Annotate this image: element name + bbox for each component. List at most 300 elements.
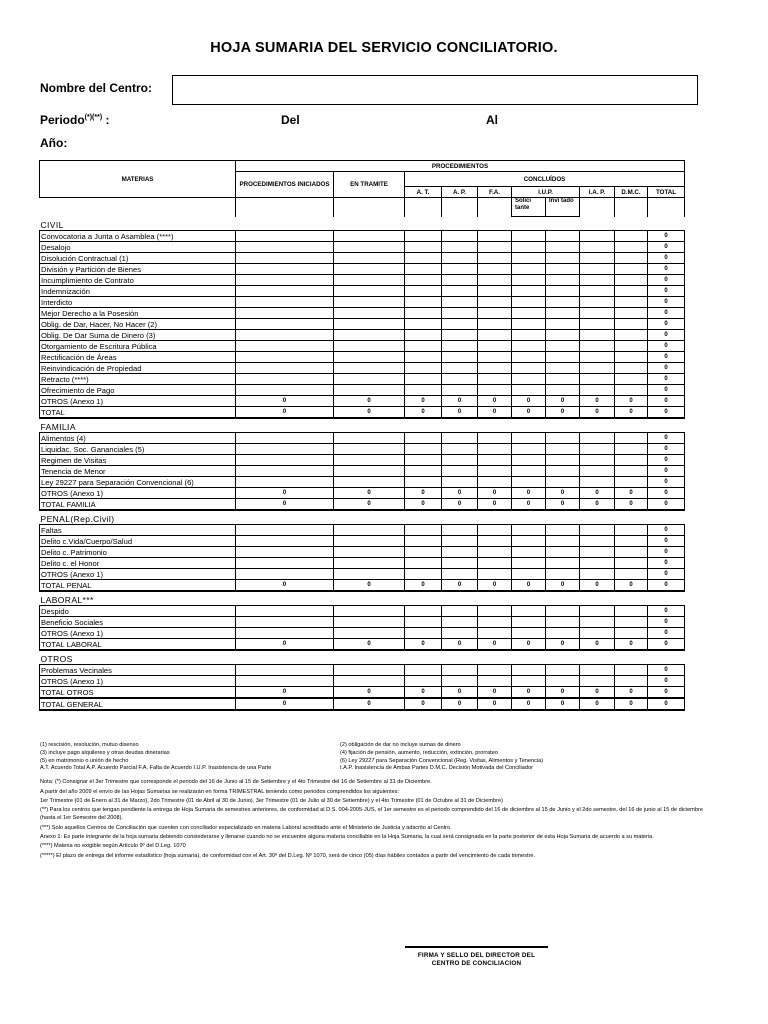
input-cell[interactable] (334, 341, 405, 352)
input-cell[interactable] (478, 433, 512, 444)
table-row (40, 665, 685, 676)
input-cell[interactable] (580, 319, 615, 330)
input-cell[interactable] (478, 330, 512, 341)
input-cell[interactable] (442, 433, 478, 444)
header-fa: F.A. (478, 187, 512, 198)
input-cell[interactable] (236, 297, 334, 308)
input-cell[interactable] (334, 444, 405, 455)
zero-value: 0 (648, 466, 685, 477)
input-cell[interactable] (615, 547, 648, 558)
input-cell[interactable] (442, 231, 478, 242)
input-cell[interactable] (478, 242, 512, 253)
input-cell[interactable] (546, 569, 580, 580)
input-cell[interactable] (442, 617, 478, 628)
input-cell[interactable] (334, 374, 405, 385)
input-cell[interactable] (546, 558, 580, 569)
input-cell[interactable] (478, 665, 512, 676)
input-cell[interactable] (580, 385, 615, 396)
input-cell[interactable] (546, 286, 580, 297)
input-cell[interactable] (405, 264, 442, 275)
input-cell[interactable] (615, 242, 648, 253)
input-cell[interactable] (615, 286, 648, 297)
input-cell[interactable] (442, 676, 478, 687)
input-cell[interactable] (405, 275, 442, 286)
input-cell[interactable] (478, 319, 512, 330)
input-cell[interactable] (236, 444, 334, 455)
input-cell[interactable] (580, 297, 615, 308)
row-label: Rectificación de Áreas (40, 352, 236, 363)
input-cell[interactable] (512, 606, 546, 617)
input-cell[interactable] (334, 242, 405, 253)
input-cell[interactable] (405, 253, 442, 264)
table-row (40, 488, 685, 499)
input-cell[interactable] (405, 628, 442, 639)
input-cell[interactable] (546, 466, 580, 477)
input-cell[interactable] (512, 275, 546, 286)
input-cell[interactable] (442, 606, 478, 617)
input-cell[interactable] (236, 286, 334, 297)
input-cell[interactable] (442, 242, 478, 253)
input-cell[interactable] (236, 264, 334, 275)
input-cell[interactable] (615, 569, 648, 580)
input-cell[interactable] (580, 374, 615, 385)
input-cell[interactable] (405, 352, 442, 363)
input-cell[interactable] (334, 433, 405, 444)
input-cell[interactable] (512, 385, 546, 396)
centro-name-field[interactable] (172, 75, 698, 105)
input-cell[interactable] (236, 466, 334, 477)
input-cell[interactable] (478, 297, 512, 308)
input-cell[interactable] (580, 264, 615, 275)
input-cell[interactable] (580, 665, 615, 676)
input-cell[interactable] (580, 569, 615, 580)
input-cell[interactable] (478, 352, 512, 363)
input-cell[interactable] (615, 676, 648, 687)
input-cell[interactable] (334, 297, 405, 308)
input-cell[interactable] (546, 374, 580, 385)
input-cell[interactable] (546, 628, 580, 639)
input-cell[interactable] (442, 330, 478, 341)
input-cell[interactable] (580, 363, 615, 374)
input-cell[interactable] (615, 477, 648, 488)
input-cell[interactable] (546, 275, 580, 286)
input-cell[interactable] (442, 253, 478, 264)
input-cell[interactable] (478, 308, 512, 319)
input-cell[interactable] (405, 617, 442, 628)
zero-value: 0 (580, 580, 615, 592)
input-cell[interactable] (405, 330, 442, 341)
input-cell[interactable] (334, 330, 405, 341)
input-cell[interactable] (478, 286, 512, 297)
input-cell[interactable] (478, 466, 512, 477)
input-cell[interactable] (442, 363, 478, 374)
input-cell[interactable] (615, 319, 648, 330)
input-cell[interactable] (580, 617, 615, 628)
input-cell[interactable] (512, 558, 546, 569)
input-cell[interactable] (546, 606, 580, 617)
input-cell[interactable] (512, 363, 546, 374)
input-cell[interactable] (512, 525, 546, 536)
input-cell[interactable] (334, 466, 405, 477)
input-cell[interactable] (512, 253, 546, 264)
input-cell[interactable] (334, 231, 405, 242)
input-cell[interactable] (512, 536, 546, 547)
input-cell[interactable] (580, 444, 615, 455)
input-cell[interactable] (615, 308, 648, 319)
input-cell[interactable] (236, 617, 334, 628)
input-cell[interactable] (512, 286, 546, 297)
input-cell[interactable] (580, 477, 615, 488)
input-cell[interactable] (405, 606, 442, 617)
input-cell[interactable] (236, 455, 334, 466)
input-cell[interactable] (442, 286, 478, 297)
input-cell[interactable] (478, 253, 512, 264)
table-row (40, 363, 685, 374)
input-cell[interactable] (478, 569, 512, 580)
zero-value: 0 (648, 698, 685, 710)
input-cell[interactable] (478, 477, 512, 488)
input-cell[interactable] (512, 444, 546, 455)
input-cell[interactable] (512, 477, 546, 488)
input-cell[interactable] (478, 547, 512, 558)
input-cell[interactable] (615, 606, 648, 617)
input-cell[interactable] (236, 231, 334, 242)
input-cell[interactable] (546, 444, 580, 455)
input-cell[interactable] (236, 363, 334, 374)
row-label: Incumplimiento de Contrato (40, 275, 236, 286)
input-cell[interactable] (442, 477, 478, 488)
input-cell[interactable] (580, 253, 615, 264)
zero-value: 0 (478, 687, 512, 699)
signature-line-2: CENTRO DE CONCILIACION (431, 960, 522, 967)
input-cell[interactable] (405, 308, 442, 319)
input-cell[interactable] (615, 275, 648, 286)
input-cell[interactable] (615, 444, 648, 455)
input-cell[interactable] (405, 286, 442, 297)
input-cell[interactable] (478, 264, 512, 275)
input-cell[interactable] (405, 363, 442, 374)
input-cell[interactable] (236, 352, 334, 363)
input-cell[interactable] (236, 308, 334, 319)
zero-value: 0 (648, 547, 685, 558)
input-cell[interactable] (405, 385, 442, 396)
input-cell[interactable] (546, 617, 580, 628)
input-cell[interactable] (442, 374, 478, 385)
input-cell[interactable] (615, 525, 648, 536)
input-cell[interactable] (405, 547, 442, 558)
input-cell[interactable] (405, 569, 442, 580)
input-cell[interactable] (405, 455, 442, 466)
input-cell[interactable] (512, 308, 546, 319)
input-cell[interactable] (546, 319, 580, 330)
input-cell[interactable] (512, 617, 546, 628)
zero-value: 0 (512, 639, 546, 651)
input-cell[interactable] (236, 341, 334, 352)
input-cell[interactable] (580, 547, 615, 558)
input-cell[interactable] (478, 558, 512, 569)
input-cell[interactable] (512, 330, 546, 341)
input-cell[interactable] (546, 525, 580, 536)
input-cell[interactable] (512, 264, 546, 275)
input-cell[interactable] (580, 433, 615, 444)
input-cell[interactable] (334, 275, 405, 286)
input-cell[interactable] (546, 352, 580, 363)
input-cell[interactable] (334, 385, 405, 396)
anio-label: Año: (40, 136, 68, 150)
input-cell[interactable] (442, 264, 478, 275)
input-cell[interactable] (442, 319, 478, 330)
input-cell[interactable] (615, 231, 648, 242)
input-cell[interactable] (478, 444, 512, 455)
input-cell[interactable] (546, 231, 580, 242)
input-cell[interactable] (236, 433, 334, 444)
input-cell[interactable] (405, 433, 442, 444)
input-cell[interactable] (405, 319, 442, 330)
input-cell[interactable] (236, 319, 334, 330)
input-cell[interactable] (442, 385, 478, 396)
input-cell[interactable] (478, 628, 512, 639)
input-cell[interactable] (615, 363, 648, 374)
input-cell[interactable] (580, 308, 615, 319)
input-cell[interactable] (478, 231, 512, 242)
input-cell[interactable] (580, 330, 615, 341)
input-cell[interactable] (478, 341, 512, 352)
input-cell[interactable] (405, 676, 442, 687)
input-cell[interactable] (615, 253, 648, 264)
input-cell[interactable] (442, 444, 478, 455)
input-cell[interactable] (615, 665, 648, 676)
input-cell[interactable] (546, 330, 580, 341)
input-cell[interactable] (236, 253, 334, 264)
input-cell[interactable] (442, 547, 478, 558)
input-cell[interactable] (512, 297, 546, 308)
input-cell[interactable] (580, 525, 615, 536)
input-cell[interactable] (580, 231, 615, 242)
input-cell[interactable] (580, 606, 615, 617)
input-cell[interactable] (580, 286, 615, 297)
input-cell[interactable] (405, 558, 442, 569)
input-cell[interactable] (334, 665, 405, 676)
input-cell[interactable] (478, 275, 512, 286)
input-cell[interactable] (512, 547, 546, 558)
input-cell[interactable] (478, 363, 512, 374)
input-cell[interactable] (546, 547, 580, 558)
input-cell[interactable] (405, 444, 442, 455)
note-trimestres: 1er Trimestre (01 de Enero al 31 de Marzo), 2do Trimestre (01 de Abril al 30 de Junio), 3er Trimestre (01 de Julio al 30 de Setiembre) y el 4to Trimestre (01 de Octubre al 31 de Diciembre) (40, 797, 503, 804)
input-cell[interactable] (580, 455, 615, 466)
input-cell[interactable] (580, 628, 615, 639)
input-cell[interactable] (580, 536, 615, 547)
input-cell[interactable] (236, 385, 334, 396)
input-cell[interactable] (615, 330, 648, 341)
input-cell[interactable] (442, 297, 478, 308)
row-label: Delito c.Vida/Cuerpo/Salud (40, 536, 236, 547)
input-cell[interactable] (236, 525, 334, 536)
input-cell[interactable] (405, 231, 442, 242)
input-cell[interactable] (512, 676, 546, 687)
input-cell[interactable] (405, 525, 442, 536)
input-cell[interactable] (546, 264, 580, 275)
input-cell[interactable] (546, 665, 580, 676)
input-cell[interactable] (615, 385, 648, 396)
input-cell[interactable] (442, 525, 478, 536)
input-cell[interactable] (512, 242, 546, 253)
table-row (40, 352, 685, 363)
input-cell[interactable] (442, 352, 478, 363)
input-cell[interactable] (405, 466, 442, 477)
input-cell[interactable] (405, 477, 442, 488)
zero-value: 0 (334, 407, 405, 419)
input-cell[interactable] (334, 253, 405, 264)
zero-value: 0 (580, 687, 615, 699)
input-cell[interactable] (334, 606, 405, 617)
input-cell[interactable] (615, 558, 648, 569)
input-cell[interactable] (512, 466, 546, 477)
input-cell[interactable] (442, 466, 478, 477)
input-cell[interactable] (236, 275, 334, 286)
input-cell[interactable] (442, 275, 478, 286)
input-cell[interactable] (512, 433, 546, 444)
input-cell[interactable] (478, 385, 512, 396)
input-cell[interactable] (546, 341, 580, 352)
input-cell[interactable] (334, 676, 405, 687)
input-cell[interactable] (580, 341, 615, 352)
input-cell[interactable] (512, 455, 546, 466)
table-row (40, 231, 685, 242)
input-cell[interactable] (334, 455, 405, 466)
input-cell[interactable] (478, 525, 512, 536)
input-cell[interactable] (236, 374, 334, 385)
input-cell[interactable] (405, 374, 442, 385)
table-row (40, 558, 685, 569)
input-cell[interactable] (512, 341, 546, 352)
input-cell[interactable] (442, 569, 478, 580)
zero-value: 0 (546, 396, 580, 407)
input-cell[interactable] (615, 466, 648, 477)
input-cell[interactable] (405, 297, 442, 308)
input-cell[interactable] (236, 628, 334, 639)
input-cell[interactable] (334, 363, 405, 374)
input-cell[interactable] (615, 341, 648, 352)
input-cell[interactable] (580, 242, 615, 253)
row-label: TOTAL LABORAL (40, 639, 236, 651)
input-cell[interactable] (334, 617, 405, 628)
input-cell[interactable] (334, 628, 405, 639)
input-cell[interactable] (478, 455, 512, 466)
input-cell[interactable] (236, 676, 334, 687)
zero-value: 0 (615, 580, 648, 592)
input-cell[interactable] (334, 264, 405, 275)
input-cell[interactable] (478, 676, 512, 687)
input-cell[interactable] (615, 628, 648, 639)
input-cell[interactable] (236, 569, 334, 580)
input-cell[interactable] (236, 665, 334, 676)
input-cell[interactable] (478, 617, 512, 628)
input-cell[interactable] (546, 242, 580, 253)
zero-value: 0 (648, 488, 685, 499)
input-cell[interactable] (334, 352, 405, 363)
input-cell[interactable] (334, 547, 405, 558)
input-cell[interactable] (405, 341, 442, 352)
input-cell[interactable] (405, 665, 442, 676)
input-cell[interactable] (512, 231, 546, 242)
input-cell[interactable] (615, 617, 648, 628)
input-cell[interactable] (236, 547, 334, 558)
input-cell[interactable] (334, 319, 405, 330)
input-cell[interactable] (478, 606, 512, 617)
input-cell[interactable] (580, 466, 615, 477)
input-cell[interactable] (615, 536, 648, 547)
input-cell[interactable] (512, 319, 546, 330)
input-cell[interactable] (580, 676, 615, 687)
input-cell[interactable] (442, 536, 478, 547)
input-cell[interactable] (546, 297, 580, 308)
input-cell[interactable] (334, 477, 405, 488)
input-cell[interactable] (236, 536, 334, 547)
input-cell[interactable] (334, 286, 405, 297)
input-cell[interactable] (442, 628, 478, 639)
row-label: OTROS (Anexo 1) (40, 488, 236, 499)
input-cell[interactable] (580, 352, 615, 363)
input-cell[interactable] (236, 558, 334, 569)
input-cell[interactable] (512, 374, 546, 385)
zero-value: 0 (648, 407, 685, 419)
zero-value: 0 (478, 698, 512, 710)
input-cell[interactable] (546, 676, 580, 687)
input-cell[interactable] (334, 569, 405, 580)
input-cell[interactable] (405, 536, 442, 547)
table-row (40, 606, 685, 617)
input-cell[interactable] (546, 477, 580, 488)
input-cell[interactable] (236, 330, 334, 341)
input-cell[interactable] (236, 242, 334, 253)
input-cell[interactable] (512, 665, 546, 676)
input-cell[interactable] (512, 628, 546, 639)
input-cell[interactable] (546, 253, 580, 264)
input-cell[interactable] (615, 297, 648, 308)
input-cell[interactable] (615, 455, 648, 466)
input-cell[interactable] (546, 433, 580, 444)
input-cell[interactable] (334, 525, 405, 536)
input-cell[interactable] (405, 242, 442, 253)
input-cell[interactable] (546, 363, 580, 374)
input-cell[interactable] (442, 308, 478, 319)
input-cell[interactable] (580, 558, 615, 569)
input-cell[interactable] (615, 352, 648, 363)
input-cell[interactable] (236, 606, 334, 617)
input-cell[interactable] (478, 536, 512, 547)
input-cell[interactable] (615, 433, 648, 444)
input-cell[interactable] (615, 374, 648, 385)
input-cell[interactable] (334, 558, 405, 569)
input-cell[interactable] (334, 536, 405, 547)
input-cell[interactable] (580, 275, 615, 286)
input-cell[interactable] (512, 569, 546, 580)
input-cell[interactable] (546, 455, 580, 466)
input-cell[interactable] (512, 352, 546, 363)
input-cell[interactable] (334, 308, 405, 319)
input-cell[interactable] (442, 665, 478, 676)
input-cell[interactable] (442, 341, 478, 352)
input-cell[interactable] (442, 455, 478, 466)
input-cell[interactable] (615, 264, 648, 275)
input-cell[interactable] (478, 374, 512, 385)
input-cell[interactable] (442, 558, 478, 569)
input-cell[interactable] (546, 308, 580, 319)
input-cell[interactable] (236, 477, 334, 488)
input-cell[interactable] (546, 536, 580, 547)
input-cell[interactable] (546, 385, 580, 396)
